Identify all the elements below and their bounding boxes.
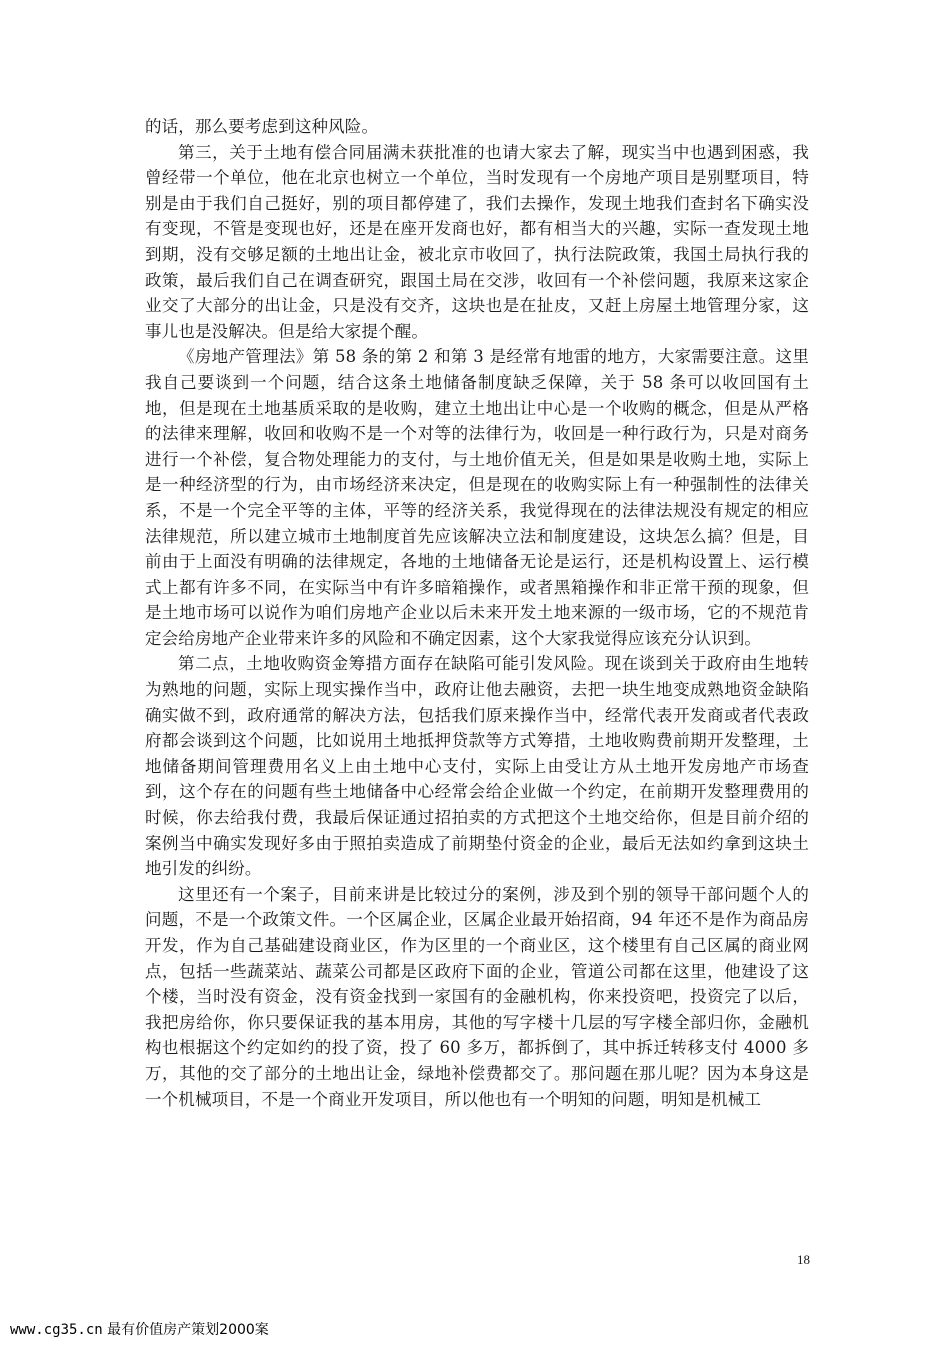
page-number: 18 [797,1252,810,1267]
page-body [145,114,809,1112]
paragraph: 第三，关于土地有偿合同届满未获批准的也请大家去了解，现实当中也遇到困惑，我曾经带一个单位，他在北京也树立一个单位，当时发现有一个房地产项目是别墅项目，特别是由于我们自己挺好，别的项目都停建了，我们去操作，发现土地我们查封名下确实没有变现，不管是变现也好，还是在座开发商也好，都有相当大的兴趣，实际一查发现土地到期，没有交够足额的土地出让金，被北京市收回了，执行法院政策，我国土局执行我的政策，最后我们自己在调查研究，跟国土局在交涉，收回有一个补偿问题，我原来这家企业交了大部分的出让金，只是没有交齐，这块也是在扯皮，又赶上房屋土地管理分家，这事儿也是没解决。但是给大家提个醒。 [145,142,809,341]
paragraph: 《房地产管理法》第 58 条的第 2 和第 3 是经常有地雷的地方，大家需要注意。这里我自己要谈到一个问题，结合这条土地储备制度缺乏保障，关于 58 条可以收回国有土地，但是现在土地基质采取的是收购，建立土地出让中心是一个收购的概念，但是从严格的法律来理解，收回和收购不是一个对等的法律行为，收回是一种行政行为，只是对商务进行一个补偿，复合物处理能力的支付，与土地价值无关，但是如果是收购土地，实际上是一种经济型的行为，由市场经济来决定，但是现在的收购实际上有一种强制性的法律关系，不是一个完全平等的主体，平等的经济关系，我觉得现在的法律法规没有规定的相应法律规范，所以建立城市土地制度首先应该解决立法和制度建设，这块怎么搞？但是，目前由于上面没有明确的法律规定，各地的土地储备无论是运行，还是机构设置上、运行模式上都有许多不同，在实际当中有许多暗箱操作，或者黑箱操作和非正常干预的现象，但是土地市场可以说作为咱们房地产企业以后未来开发土地来源的一级市场，它的不规范肯定会给房地产企业带来许多的风险和不确定因素，这个大家我觉得应该充分认识到。 [145,347,809,648]
paragraph: 第二点，土地收购资金筹措方面存在缺陷可能引发风险。现在谈到关于政府由生地转为熟地的问题，实际上现实操作当中，政府让他去融资，去把一块生地变成熟地资金缺陷确实做不到，政府通常的解决方法，包括我们原来操作当中，经常代表开发商或者代表政府都会谈到这个问题，比如说用土地抵押贷款等方式筹措，土地收购费前期开发整理，土地储备期间管理费用名义上由土地中心支付，实际上由受让方从土地开发房地产市场查到，这个存在的问题有些土地储备中心经常会给企业做一个约定，在前期开发整理费用的时候，你去给我付费，我最后保证通过招拍卖的方式把这个土地交给你，但是目前介绍的案例当中确实发现好多由于照拍卖造成了前期垫付资金的企业，最后无法如约拿到这块土地引发的纠纷。 [145,654,809,879]
paragraph: 的话，那么要考虑到这种风险。 [145,117,379,136]
footer-url: www.cg35.cn [10,1322,103,1338]
footer [10,1319,269,1339]
paragraph: 这里还有一个案子，目前来讲是比较过分的案例，涉及到个别的领导干部问题个人的问题，不是一个政策文件。一个区属企业，区属企业最开始招商，94 年还不是作为商品房开发，作为自己基础建设商业区，作为区里的一个商业区，这个楼里有自己区属的商业网点，包括一些蔬菜站、蔬菜公司都是区政府下面的企业，管道公司都在这里，他建设了这个楼，当时没有资金，没有资金找到一家国有的金融机构，你来投资吧，投资完了以后， 我把房给你，你只要保证我的基本用房，其他的写字楼十几层的写字楼全部归你，金融机构也根据这个约定如约的投了资，投了 60 多万，都拆倒了，其中拆迁转移支付 4000 多万，其他的交了部分的土地出让金，绿地补偿费都交了。那问题在那儿呢？因为本身这是一个机械项目，不是一个商业开发项目，所以他也有一个明知的问题，明知是机械工 [145,884,809,1109]
footer-slogan: 最有价值房产策划2000案 [107,1322,269,1338]
